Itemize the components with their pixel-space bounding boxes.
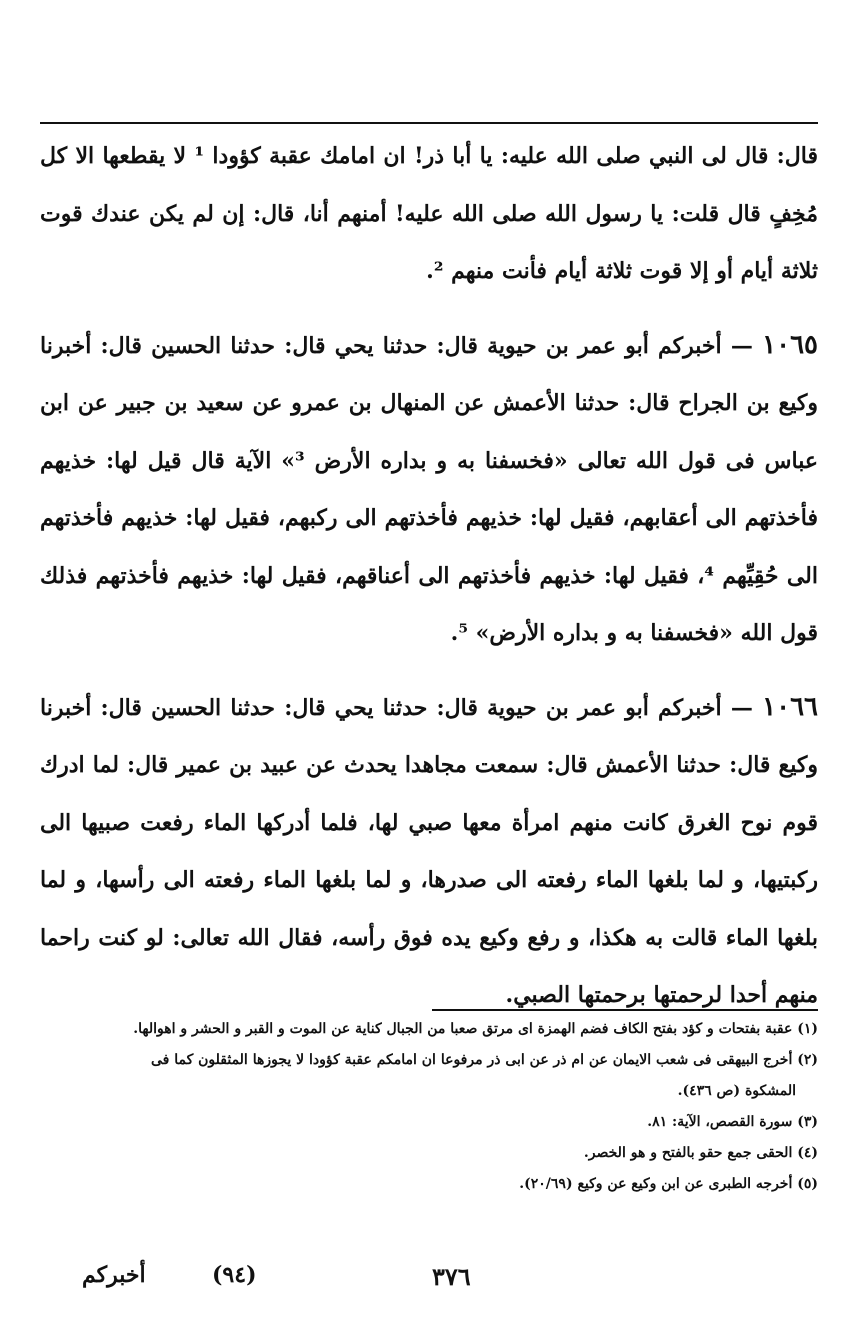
catchword: أخبركم — [82, 1262, 146, 1288]
paragraph — [40, 679, 818, 1025]
footnote: (١) عقبة بفتحات و كؤد بفتح الكاف فضم الهمزة اى مرتق صعبا من الجبال كناية عن الموت و القبر و الحشر و اهوالها. — [133, 1021, 818, 1037]
page-footer — [40, 1262, 818, 1302]
paragraph — [40, 128, 818, 301]
footnotes — [40, 1014, 818, 1200]
footnote-continuation: المشكوة (ص ٤٣٦). — [677, 1083, 796, 1099]
paragraph-text: — أخبركم أبو عمر بن حيوية قال: حدثنا يحي قال: حدثنا الحسين قال: أخبرنا وكيع قال: حدثنا الأعمش قال: سمعت مجاهدا يحدث عن عبيد بن عمير قال: لما ادرك قوم نوح الغرق كانت منهم امرأة معها صبي لها، فلما أدركها الماء رفعت صبيها الى ركبتيها، و لما بلغها الماء رفعته الى صدرها، و لما بلغها الماء رفعته الى رأسها، و لما بلغها الماء قالت به هكذا، و رفع وكيع يده فوق رأسه، فقال الله تعالى: لو كنت راحما منهم أحدا لرحمتها برحمتها الصبي. — [40, 694, 818, 1008]
paragraph-text: — أخبركم أبو عمر بن حيوية قال: حدثنا يحي قال: حدثنا الحسين قال: أخبرنا وكيع بن الجراح قال: حدثنا الأعمش عن المنهال بن عمرو عن سعيد بن جبير عن ابن عباس فى قول الله تعالى «فخسفنا به و بداره الأرض ³» الآية قال قيل لها: خذيهم فأخذتهم الى أعقابهم، فقيل لها: خذيهم فأخذتهم الى ركبهم، فقيل لها: خذيهم فأخذتهم الى حُقِيِّهم ⁴، فقيل لها: خذيهم فأخذتهم الى أعناقهم، فقيل لها: خذيهم فأخذتهم فذلك قول الله «فخسفنا به و بداره الأرض» ⁵. — [40, 332, 818, 646]
footnote: (٤) الحقى جمع حقو بالفتح و هو الخصر. — [583, 1145, 818, 1161]
hadith-number: ١٠٦٦ — [762, 691, 818, 722]
paragraph-text: قال: قال لى النبي صلى الله عليه: يا أبا ذر! ان امامك عقبة كؤودا ¹ لا يقطعها الا كل مُخِفٍ قال قلت: يا رسول الله صلى الله عليه! أمنهم أنا، قال: إن لم يكن عندك قوت ثلاثة أيام أو إلا قوت ثلاثة أيام فأنت منهم ². — [40, 143, 819, 284]
signature-mark: (٩٤) — [212, 1262, 257, 1288]
main-text — [40, 128, 818, 1025]
footnote: (٣) سورة القصص، الآية: ٨١. — [647, 1114, 818, 1130]
paragraph — [40, 317, 818, 663]
footnote: (٢) أخرج البيهقى فى شعب الايمان عن ام ذر عن ابى ذر مرفوعا ان امامكم عقبة كؤودا لا يجوزها المثقلون كما فى — [150, 1052, 818, 1068]
footnote: (٥) أخرجه الطبرى عن ابن وكيع عن وكيع (٢٠/٦٩). — [519, 1176, 818, 1192]
top-rule — [40, 122, 818, 124]
page-number: ٣٧٦ — [432, 1262, 471, 1291]
hadith-number: ١٠٦٥ — [762, 329, 818, 360]
footnote-rule — [432, 1009, 818, 1011]
